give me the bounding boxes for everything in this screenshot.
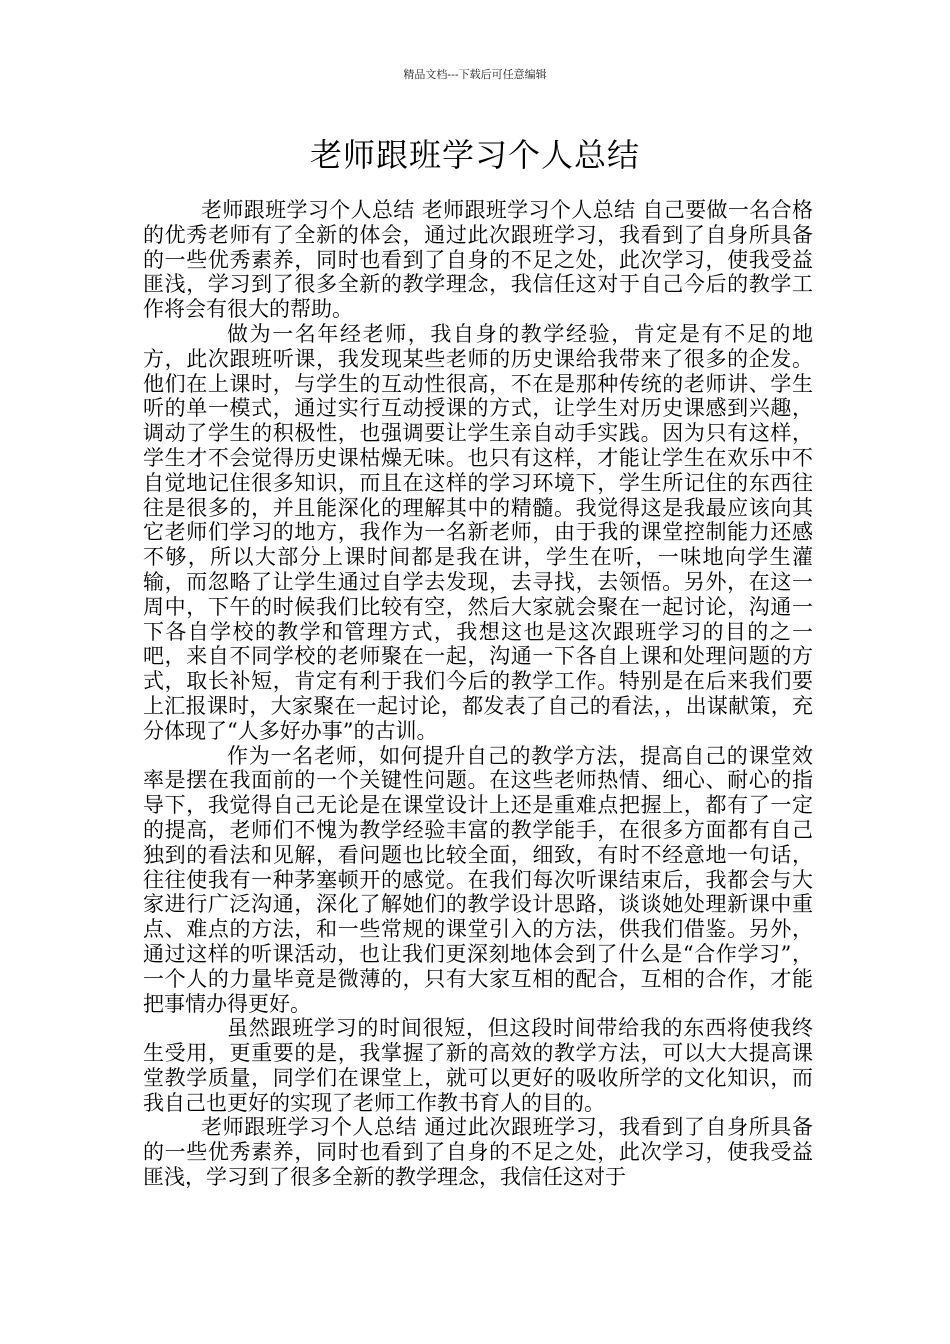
paragraph-1: 老师跟班学习个人总结 老师跟班学习个人总结 自己要做一名合格的优秀老师有了全新的体会，通过此次跟班学习，我看到了自身所具备的一些优秀素养，同时也看到了自身的不足之处，此次学习，使我受益匪浅，学习到了很多全新的教学理念，我信任这对于自己今后的教学工作将会有很大的帮助。 xyxy=(143,198,813,322)
document-title: 老师跟班学习个人总结 xyxy=(309,136,640,174)
paragraph-5: 老师跟班学习个人总结 通过此次跟班学习，我看到了自身所具备的一些优秀素养，同时也看到了自身的不足之处，此次学习，使我受益匪浅，学习到了很多全新的教学理念，我信任这对于 xyxy=(143,1115,813,1190)
paragraph-3: 作为一名老师，如何提升自己的教学方法，提高自己的课堂效率是摆在我面前的一个关键性问题。在这些老师热情、细心、耐心的指导下，我觉得自己无论是在课堂设计上还是重难点把握上，都有了一定的提高，老师们不愧为教学经验丰富的教学能手，在很多方面都有自己独到的看法和见解，看问题也比较全面，细致，有时不经意地一句话，往往使我有一种茅塞顿开的感觉。在我们每次听课结束后，我都会与大家进行广泛沟通，深化了解她们的教学设计思路，谈谈她处理新课中重点、难点的方法，和一些常规的课堂引入的方法，供我们借鉴。另外，通过这样的听课活动，也让我们更深刻地体会到了什么是“合作学习”，一个人的力量毕竟是微薄的，只有大家互相的配合，互相的合作，才能把事情办得更好。 xyxy=(143,743,813,1016)
page-header-note: 精品文档---下载后可任意编辑 xyxy=(403,68,547,81)
document-body xyxy=(143,198,813,1288)
paragraph-2: 做为一名年经老师，我自身的教学经验，肯定是有不足的地方，此次跟班听课，我发现某些老师的历史课给我带来了很多的企发。他们在上课时，与学生的互动性很高，不在是那种传统的老师讲、学生听的单一模式，通过实行互动授课的方式，让学生对历史课感到兴趣，调动了学生的积极性，也强调要让学生亲自动手实践。因为只有这样，学生才不会觉得历史课枯燥无味。也只有这样，才能让学生在欢乐中不自觉地记住很多知识，而且在这样的学习环境下，学生所记住的东西往往是很多的，并且能深化的理解其中的精髓。我觉得这是我最应该向其它老师们学习的地方，我作为一名新老师，由于我的课堂控制能力还感不够，所以大部分上课时间都是我在讲，学生在听，一味地向学生灌输，而忽略了让学生通过自学去发现，去寻找，去领悟。另外，在这一周中，下午的时候我们比较有空，然后大家就会聚在一起讨论，沟通一下各自学校的教学和管理方式，我想这也是这次跟班学习的目的之一吧，来自不同学校的老师聚在一起，沟通一下各自上课和处理问题的方式，取长补短，肯定有利于我们今后的教学工作。特别是在后来我们要上汇报课时，大家聚在一起讨论，都发表了自己的看法，，出谋献策，充分体现了“人多好办事”的古训。 xyxy=(143,321,813,743)
paragraph-4: 虽然跟班学习的时间很短，但这段时间带给我的东西将使我终生受用，更重要的是，我掌握了新的高效的教学方法，可以大大提高课堂教学质量，同学们在课堂上，就可以更好的吸收所学的文化知识，而我自己也更好的实现了老师工作教书育人的目的。 xyxy=(143,1016,813,1115)
